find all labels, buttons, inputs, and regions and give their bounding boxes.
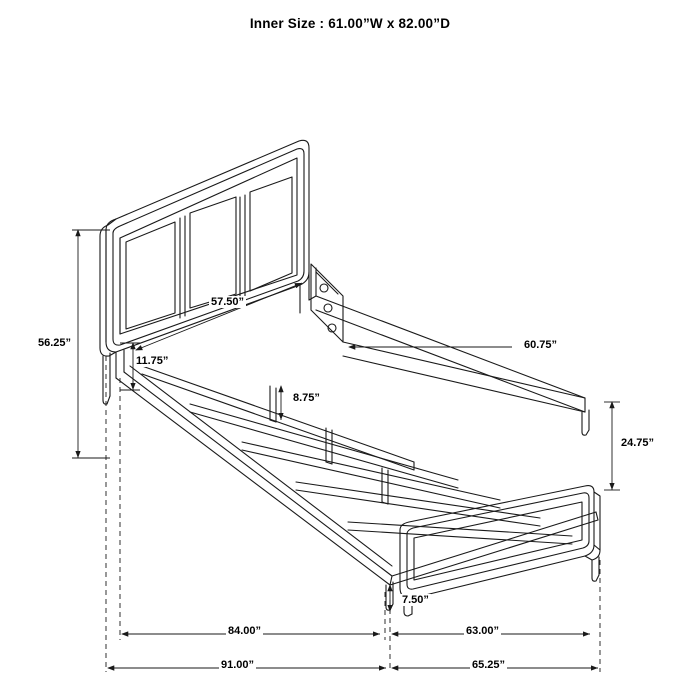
dimension-label-63-00: 63.00” [466,625,500,637]
page-title: Inner Size : 61.00”W x 82.00”D [249,16,451,31]
dimension-label-60-75: 60.75” [524,339,558,351]
dimension-label-91-00: 91.00” [221,659,255,671]
dimension-label-65-25: 65.25” [472,659,506,671]
bed-illustration [100,140,600,616]
dimension-label-8-75: 8.75” [293,392,320,404]
dimension-label-7-50: 7.50” [402,594,429,606]
dimension-label-11-75: 11.75” [136,355,169,367]
dimension-lines [72,230,620,672]
dimension-label-56-25: 56.25” [38,337,72,349]
dimension-label-84-00: 84.00” [228,625,262,637]
dimension-label-24-75: 24.75” [621,437,655,449]
dimension-label-57-50: 57.50” [211,296,245,308]
